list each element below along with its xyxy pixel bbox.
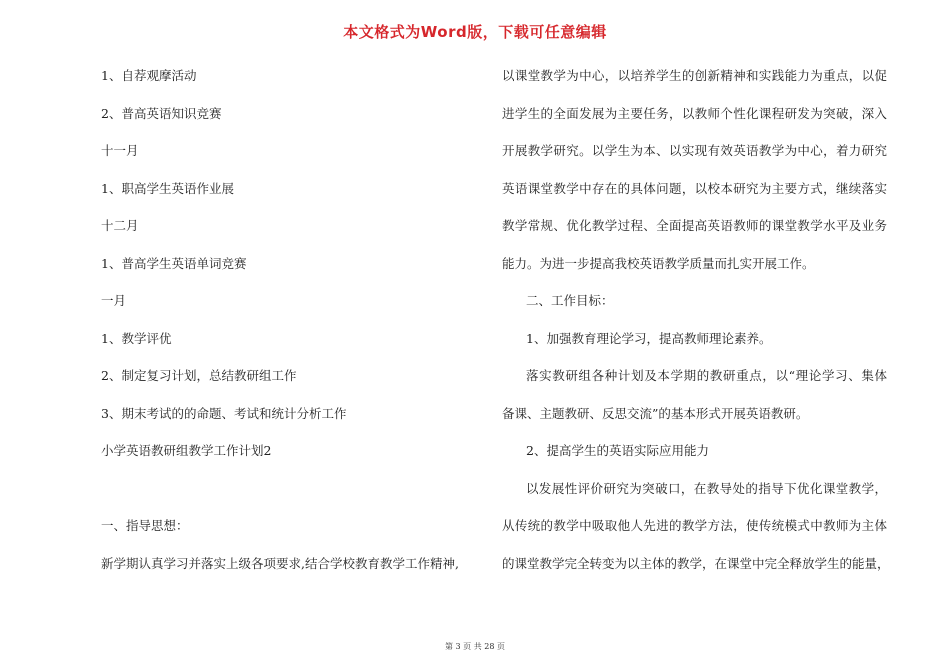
page-number-footer: 第 3 页 共 28 页	[445, 642, 505, 651]
paragraph-line: 1、教学评优	[101, 331, 172, 346]
paragraph-line: 备课、主题教研、反思交流”的基本形式开展英语教研。	[502, 406, 809, 421]
section-title: 小学英语教研组教学工作计划2	[101, 443, 272, 458]
paragraph-line: 教学常规、优化教学过程、全面提高英语教师的课堂教学水平及业务	[502, 218, 887, 233]
paragraph-line: 1、普高学生英语单词竞赛	[101, 256, 247, 271]
paragraph-line: 1、加强教育理论学习，提高教师理论素养。	[526, 331, 772, 346]
paragraph-line: 英语课堂教学中存在的具体问题，以校本研究为主要方式，继续落实	[502, 181, 887, 196]
paragraph-line: 新学期认真学习并落实上级各项要求,结合学校教育教学工作精神,	[101, 556, 459, 571]
paragraph-line: 开展教学研究。以学生为本、以实现有效英语教学为中心，着力研究	[502, 143, 887, 158]
paragraph-line: 3、期末考试的的命题、考试和统计分析工作	[101, 406, 347, 421]
section-heading: 一、指导思想：	[101, 518, 189, 533]
paragraph-line: 以课堂教学为中心，以培养学生的创新精神和实践能力为重点，以促	[502, 68, 887, 83]
month-heading: 十一月	[101, 143, 139, 158]
paragraph-line: 2、普高英语知识竞赛	[101, 106, 222, 121]
paragraph-line: 能力。为进一步提高我校英语教学质量而扎实开展工作。	[502, 256, 815, 271]
document-banner: 本文格式为Word版，下载可任意编辑	[343, 23, 607, 41]
section-heading: 2、提高学生的英语实际应用能力	[526, 443, 709, 458]
paragraph-line: 的课堂教学完全转变为以主体的教学，在课堂中完全释放学生的能量，	[502, 556, 890, 571]
month-heading: 一月	[101, 293, 127, 308]
paragraph-line: 落实教研组各种计划及本学期的教研重点，以“理论学习、集体	[526, 368, 887, 383]
paragraph-line: 2、制定复习计划，总结教研组工作	[101, 368, 297, 383]
paragraph-line: 从传统的教学中吸取他人先进的教学方法，使传统模式中教师为主体	[502, 518, 887, 533]
paragraph-line: 1、自荐观摩活动	[101, 68, 197, 83]
paragraph-line: 1、职高学生英语作业展	[101, 181, 234, 196]
paragraph-line: 进学生的全面发展为主要任务，以教师个性化课程研发为突破，深入	[502, 106, 887, 121]
section-heading: 二、工作目标：	[526, 293, 614, 308]
month-heading: 十二月	[101, 218, 139, 233]
paragraph-line: 以发展性评价研究为突破口，在教导处的指导下优化课堂教学，	[526, 481, 887, 496]
